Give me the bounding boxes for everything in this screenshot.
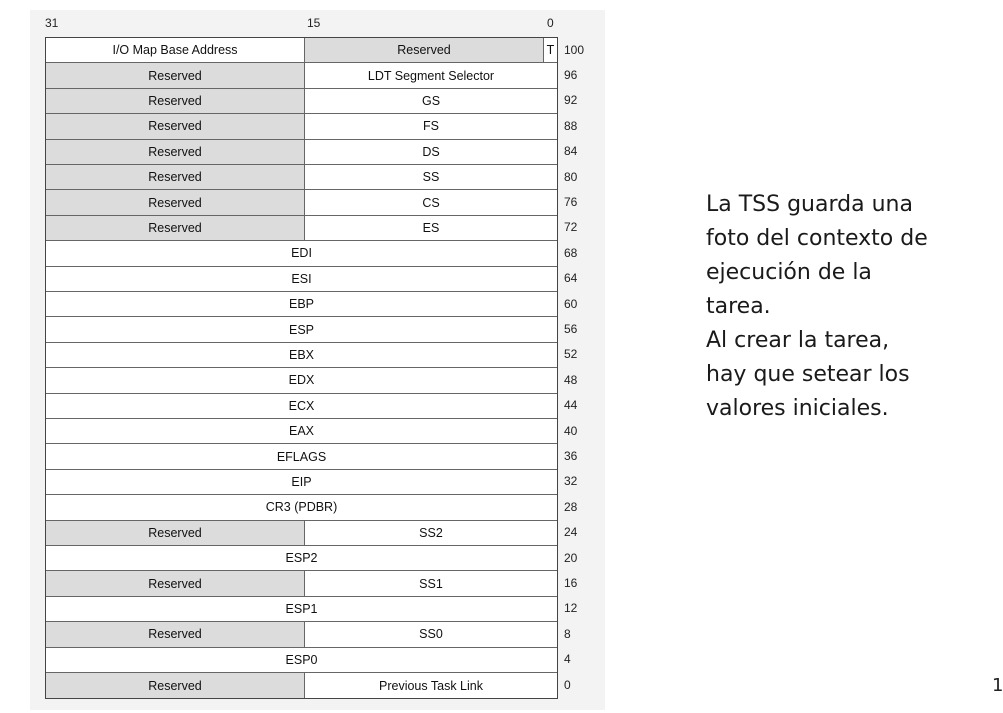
tss-row (46, 521, 557, 546)
tss-field: EDI (291, 246, 312, 261)
tss-field: EFLAGS (276, 449, 327, 464)
tss-field: EBX (288, 347, 314, 362)
tss-row (46, 368, 557, 393)
tss-field: EDX (288, 373, 315, 388)
tss-row (46, 546, 557, 571)
offset-label: 16 (564, 576, 578, 591)
offset-label: 40 (564, 423, 578, 438)
note-line: foto del contexto de (706, 226, 928, 251)
tss-row (46, 216, 557, 241)
tss-row (46, 38, 557, 63)
slide-notes (706, 188, 1002, 426)
offset-label: 100 (564, 42, 585, 57)
tss-field: CS (304, 190, 557, 214)
tss-field: Previous Task Link (304, 673, 557, 698)
tss-field: ESP (288, 322, 314, 337)
tss-row (46, 419, 557, 444)
tss-field: EIP (291, 474, 312, 489)
tss-row (46, 444, 557, 469)
tss-row (46, 190, 557, 215)
bit-label-15: 15 (307, 16, 321, 30)
offset-label: 60 (564, 296, 578, 311)
tss-field: SS0 (304, 622, 557, 646)
tss-row (46, 241, 557, 266)
note-line: hay que setear los (706, 362, 910, 387)
tss-field: DS (304, 140, 557, 164)
offset-label: 32 (564, 474, 578, 489)
tss-field: EAX (288, 424, 314, 439)
offset-label: 48 (564, 372, 578, 387)
tss-row (46, 470, 557, 495)
tss-field: GS (304, 89, 557, 113)
offset-label: 36 (564, 449, 578, 464)
tss-field: T (543, 38, 557, 62)
offset-label: 44 (564, 398, 578, 413)
tss-row (46, 597, 557, 622)
tss-field: Reserved (46, 63, 304, 87)
tss-field: Reserved (46, 571, 304, 595)
tss-field: ESP2 (285, 551, 318, 566)
bit-label-31: 31 (45, 16, 59, 30)
tss-field: Reserved (46, 521, 304, 545)
tss-field: FS (304, 114, 557, 138)
offset-label: 64 (564, 271, 578, 286)
note-line: Al crear la tarea, (706, 328, 890, 353)
tss-row (46, 394, 557, 419)
page-number: 1 (992, 675, 1003, 696)
tss-field: Reserved (304, 38, 543, 62)
tss-row (46, 140, 557, 165)
offset-label: 12 (564, 601, 578, 616)
offset-label: 96 (564, 68, 578, 83)
tss-field: Reserved (46, 140, 304, 164)
tss-field: ESP0 (285, 652, 318, 667)
tss-field: Reserved (46, 216, 304, 240)
tss-row (46, 673, 557, 698)
offset-label: 88 (564, 118, 578, 133)
tss-row (46, 648, 557, 673)
tss-field: Reserved (46, 622, 304, 646)
tss-field: Reserved (46, 114, 304, 138)
tss-field: ESI (291, 271, 312, 286)
tss-row (46, 267, 557, 292)
tss-field: SS2 (304, 521, 557, 545)
offset-label: 92 (564, 93, 578, 108)
tss-field: Reserved (46, 165, 304, 189)
note-line: La TSS guarda una (706, 192, 913, 217)
offset-label: 80 (564, 169, 578, 184)
offset-label: 28 (564, 499, 578, 514)
tss-table (45, 37, 558, 699)
offset-label: 56 (564, 322, 578, 337)
tss-field: EBP (288, 297, 314, 312)
bit-label-0: 0 (547, 16, 554, 30)
offset-label: 20 (564, 550, 578, 565)
offset-label: 0 (564, 677, 571, 692)
tss-diagram (30, 10, 605, 710)
tss-field: I/O Map Base Address (112, 43, 238, 58)
tss-field: SS1 (304, 571, 557, 595)
tss-field: ES (304, 216, 557, 240)
offset-label: 52 (564, 347, 578, 362)
note-line: ejecución de la (706, 260, 872, 285)
tss-field: SS (304, 165, 557, 189)
offset-label: 4 (564, 652, 571, 667)
tss-field: CR3 (PDBR) (265, 500, 338, 515)
offset-label: 76 (564, 195, 578, 210)
tss-field: ESP1 (285, 601, 318, 616)
note-line: tarea. (706, 294, 771, 319)
tss-field: LDT Segment Selector (304, 63, 557, 87)
offset-label: 24 (564, 525, 578, 540)
offset-label: 72 (564, 220, 578, 235)
offset-label: 68 (564, 245, 578, 260)
tss-row (46, 165, 557, 190)
tss-row (46, 495, 557, 520)
tss-row (46, 571, 557, 596)
tss-row (46, 63, 557, 88)
tss-field: ECX (288, 398, 315, 413)
tss-field: Reserved (46, 190, 304, 214)
tss-row (46, 622, 557, 647)
note-line: valores iniciales. (706, 396, 889, 421)
tss-row (46, 292, 557, 317)
tss-field: Reserved (46, 89, 304, 113)
tss-row (46, 343, 557, 368)
tss-row (46, 89, 557, 114)
tss-field: Reserved (46, 673, 304, 698)
offset-label: 8 (564, 626, 571, 641)
offset-label: 84 (564, 144, 578, 159)
tss-row (46, 317, 557, 342)
tss-row (46, 114, 557, 139)
